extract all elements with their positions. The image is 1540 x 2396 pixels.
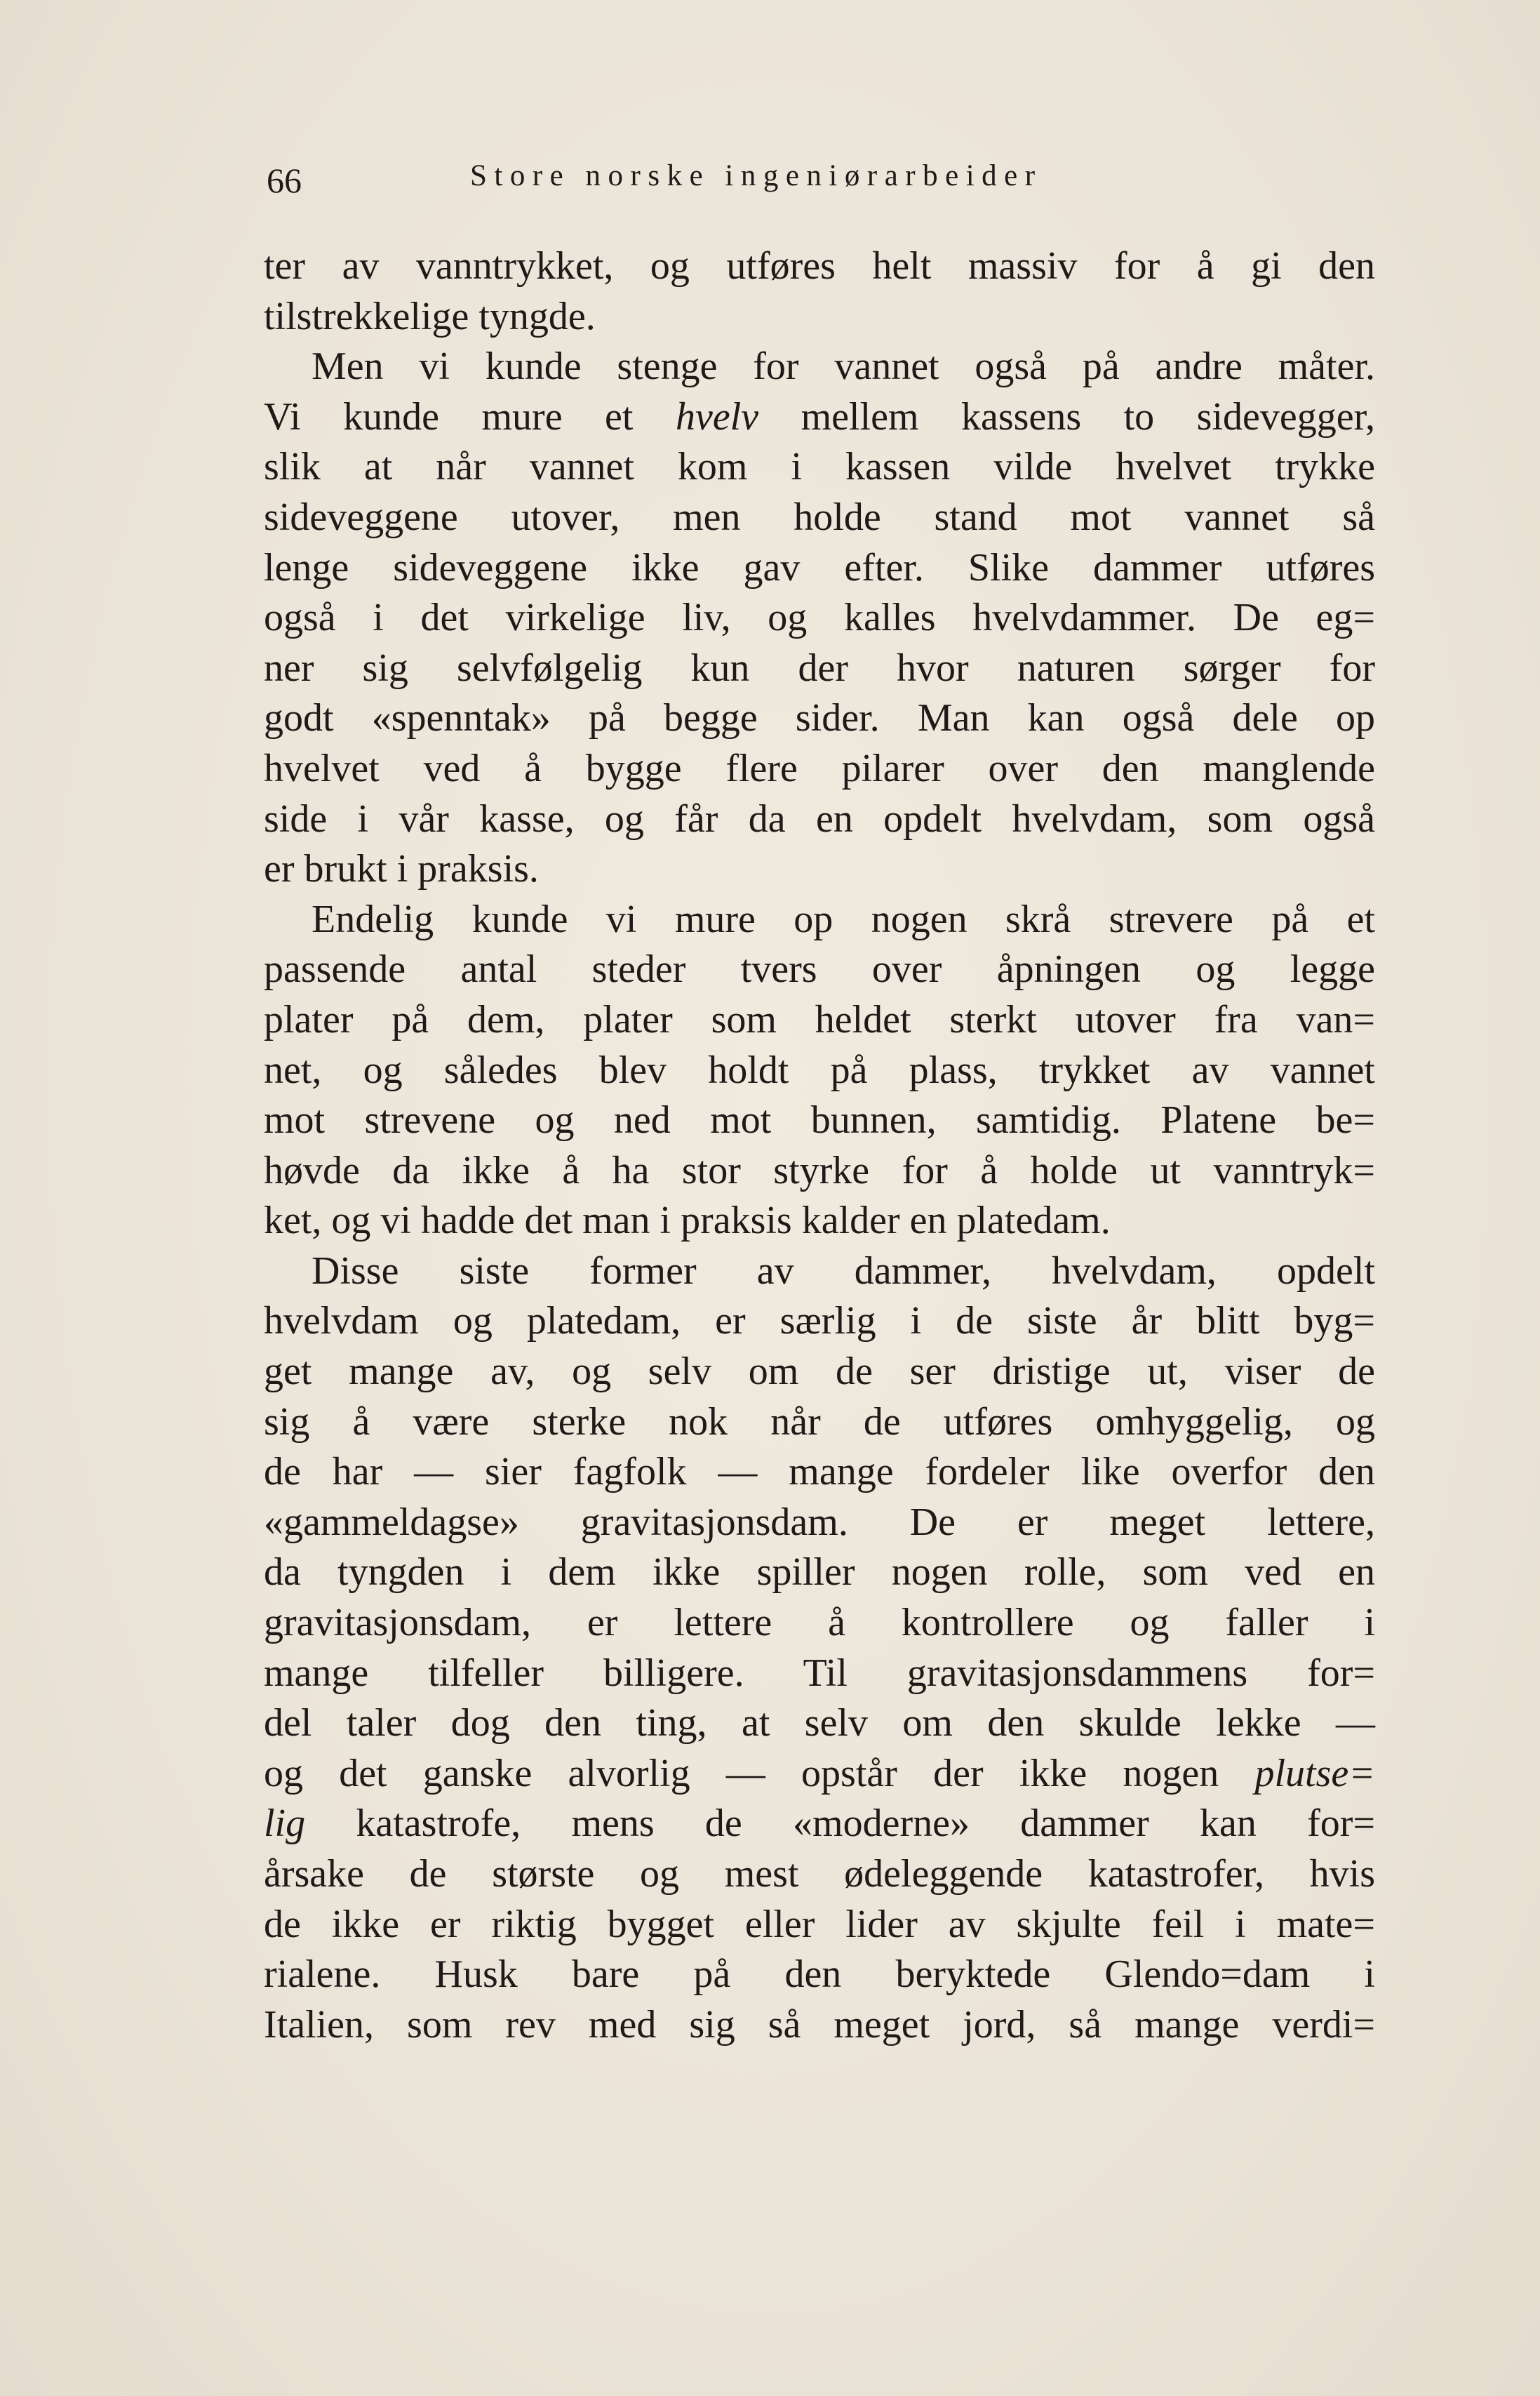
text-segment: sig å være sterke nok når de utføres omhyggelig, og: [264, 1399, 1375, 1444]
text-line: [264, 1849, 1375, 1900]
text-segment: gravitasjonsdam, er lettere å kontrollere og faller i: [264, 1601, 1375, 1645]
text-segment: side i vår kasse, og får da en opdelt hvelvdam, som også: [264, 797, 1375, 841]
text-line: [264, 1046, 1375, 1096]
text-segment: de ikke er riktig bygget eller lider av skjulte feil i mate=: [264, 1902, 1375, 1946]
text-segment: ket, og vi hadde det man i praksis kalder en platedam.: [264, 1199, 1111, 1243]
text-line: [264, 895, 1375, 945]
text-segment: plater på dem, plater som heldet sterkt utover fra van=: [264, 997, 1375, 1041]
text-segment: hvelvet ved å bygge flere pilarer over den manglende: [264, 746, 1375, 790]
text-segment: del taler dog den ting, at selv om den skulde lekke —: [264, 1701, 1375, 1745]
text-segment: og det ganske alvorlig — opstår der ikke nogen: [264, 1751, 1255, 1795]
text-line: [264, 1447, 1375, 1498]
page-number: 66: [267, 161, 302, 200]
text-segment: Men vi kunde stenge for vannet også på andre måter.: [312, 345, 1375, 389]
running-title: Store norske ingeniørarbeider: [470, 159, 1043, 192]
text-line: [264, 1096, 1375, 1146]
text-segment: de har — sier fagfolk — mange fordeler like overfor den: [264, 1450, 1375, 1494]
text-segment: mellem kassens to sidevegger,: [758, 394, 1376, 439]
text-line: [264, 744, 1375, 794]
text-segment: «gammeldagse» gravitasjonsdam. De er meget lettere,: [264, 1500, 1375, 1544]
text-segment: get mange av, og selv om de ser dristige ut, viser de: [264, 1350, 1375, 1394]
page-header: [267, 156, 1375, 205]
text-line: [264, 241, 1375, 292]
body-text: [264, 241, 1375, 2050]
text-line: [264, 392, 1375, 443]
text-segment: rialene. Husk bare på den beryktede Glendo=dam i: [264, 1952, 1375, 1997]
text-segment: lenge sideveggene ikke gav efter. Slike dammer utføres: [264, 545, 1375, 590]
text-line: [264, 442, 1375, 493]
text-segment: ter av vanntrykket, og utføres helt massiv for å gi den: [264, 244, 1375, 288]
text-segment: katastrofe, mens de «moderne» dammer kan for=: [305, 1802, 1375, 1846]
text-line: [264, 2000, 1375, 2051]
text-segment: net, og således blev holdt på plass, trykket av vannet: [264, 1048, 1375, 1092]
text-line: [264, 543, 1375, 594]
text-line: [264, 593, 1375, 644]
text-line: [264, 1397, 1375, 1448]
text-line: [264, 1246, 1375, 1297]
text-line: [264, 1548, 1375, 1598]
text-line: [264, 844, 1375, 895]
text-line: [264, 995, 1375, 1046]
text-segment: passende antal steder tvers over åpningen og legge: [264, 947, 1375, 992]
text-segment: sideveggene utover, men holde stand mot vannet så: [264, 495, 1375, 539]
text-segment: tilstrekkelige tyngde.: [264, 294, 596, 338]
italic-text: hvelv: [675, 394, 759, 439]
text-segment: Vi kunde mure et: [264, 394, 676, 439]
text-segment: høvde da ikke å ha stor styrke for å holde ut vanntryk=: [264, 1148, 1375, 1192]
text-segment: Italien, som rev med sig så meget jord, så mange verdi=: [264, 2002, 1375, 2046]
text-line: [264, 1649, 1375, 1699]
text-segment: mot strevene og ned mot bunnen, samtidig. Platene be=: [264, 1098, 1375, 1143]
text-line: [264, 693, 1375, 744]
text-line: [264, 1598, 1375, 1649]
text-line: [264, 1498, 1375, 1548]
text-segment: Disse siste former av dammer, hvelvdam, opdelt: [312, 1249, 1375, 1293]
text-line: [264, 1146, 1375, 1197]
text-line: [264, 1900, 1375, 1950]
text-line: [264, 945, 1375, 995]
text-segment: da tyngden i dem ikke spiller nogen rolle, som ved en: [264, 1550, 1375, 1595]
italic-text: lig: [264, 1802, 306, 1846]
text-segment: ner sig selvfølgelig kun der hvor naturen sørger for: [264, 646, 1375, 690]
text-line: [264, 1950, 1375, 2000]
text-segment: også i det virkelige liv, og kalles hvelvdammer. De eg=: [264, 596, 1375, 640]
text-line: [264, 493, 1375, 543]
text-line: [264, 794, 1375, 845]
text-segment: årsake de største og mest ødeleggende katastrofer, hvis: [264, 1852, 1375, 1896]
text-line: [264, 292, 1375, 342]
text-segment: mange tilfeller billigere. Til gravitasjonsdammens for=: [264, 1651, 1375, 1695]
text-segment: godt «spenntak» på begge sider. Man kan også dele op: [264, 696, 1375, 740]
italic-text: plutse=: [1254, 1751, 1375, 1795]
text-segment: er brukt i praksis.: [264, 847, 539, 891]
text-line: [264, 644, 1375, 694]
text-line: [264, 1698, 1375, 1749]
text-segment: slik at når vannet kom i kassen vilde hvelvet trykke: [264, 445, 1375, 489]
text-line: [264, 1347, 1375, 1397]
text-segment: Endelig kunde vi mure op nogen skrå strevere på et: [312, 897, 1375, 941]
text-line: [264, 1296, 1375, 1347]
text-line: [264, 1196, 1375, 1246]
text-line: [264, 342, 1375, 392]
text-segment: hvelvdam og platedam, er særlig i de siste år blitt byg=: [264, 1299, 1375, 1343]
text-line: [264, 1799, 1375, 1849]
text-line: [264, 1749, 1375, 1799]
